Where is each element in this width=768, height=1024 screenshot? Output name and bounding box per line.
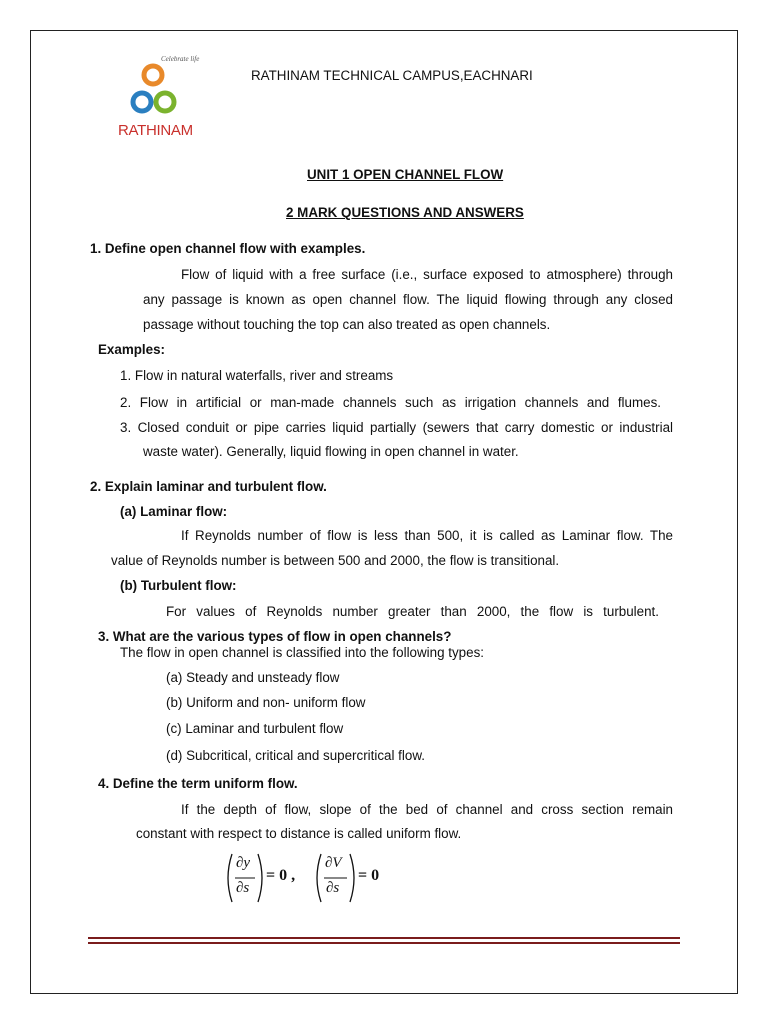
flow-types-intro: The flow in open channel is classified into the following types:	[120, 645, 484, 660]
rathinam-logo	[117, 46, 200, 152]
answer-4-line-2: constant with respect to distance is called uniform flow.	[136, 826, 462, 841]
formula-denominator-2: ∂s	[326, 880, 340, 896]
question-2: 2. Explain laminar and turbulent flow.	[90, 479, 327, 494]
turbulent-heading: (b) Turbulent flow:	[120, 578, 237, 593]
example-3-line-1: 3. Closed conduit or pipe carries liquid partially (sewers that carry domestic or industrial	[120, 420, 673, 435]
institution-name: RATHINAM TECHNICAL CAMPUS,EACHNARI	[251, 68, 533, 83]
logo-ring-orange	[144, 66, 162, 84]
logo-tagline: Celebrate life	[161, 55, 200, 63]
examples-heading: Examples:	[98, 342, 165, 357]
question-3: 3. What are the various types of flow in open channels?	[98, 629, 452, 644]
formula-denominator-1: ∂s	[236, 880, 250, 896]
question-1: 1. Define open channel flow with examples.	[90, 241, 366, 256]
formula-numerator-1: ∂y	[236, 855, 251, 871]
answer-4-line-1: If the depth of flow, slope of the bed of channel and cross section remain	[181, 802, 673, 817]
formula-equals-2: = 0	[358, 867, 380, 884]
footer-rule-top	[88, 937, 680, 939]
footer-rule-bottom	[88, 942, 680, 944]
example-2: 2. Flow in artificial or man-made channels such as irrigation channels and flumes.	[120, 395, 661, 410]
answer-1-line-3: passage without touching the top can also treated as open channels.	[143, 317, 551, 332]
unit-title: UNIT 1 OPEN CHANNEL FLOW	[307, 167, 504, 182]
document-subtitle: 2 MARK QUESTIONS AND ANSWERS	[286, 205, 524, 220]
logo-wordmark: RATHINAM	[118, 122, 193, 139]
flow-type-a: (a) Steady and unsteady flow	[166, 670, 340, 685]
logo-ring-green	[156, 93, 174, 111]
laminar-heading: (a) Laminar flow:	[120, 504, 228, 519]
flow-type-c: (c) Laminar and turbulent flow	[166, 721, 344, 736]
laminar-line-2: value of Reynolds number is between 500 and 2000, the flow is transitional.	[111, 553, 560, 568]
flow-type-d: (d) Subcritical, critical and supercritical flow.	[166, 748, 425, 763]
example-1: 1. Flow in natural waterfalls, river and streams	[120, 368, 394, 383]
answer-1-line-1: Flow of liquid with a free surface (i.e., surface exposed to atmosphere) through	[181, 267, 673, 282]
question-4: 4. Define the term uniform flow.	[98, 776, 298, 791]
turbulent-line: For values of Reynolds number greater than 2000, the flow is turbulent.	[166, 604, 659, 619]
flow-type-b: (b) Uniform and non- uniform flow	[166, 695, 366, 710]
answer-1-line-2: any passage is known as open channel flow. The liquid flowing through any closed	[143, 292, 673, 307]
formula-numerator-2: ∂V	[325, 855, 342, 871]
logo-ring-blue	[133, 93, 151, 111]
example-3-line-2: waste water). Generally, liquid flowing in open channel in water.	[143, 444, 519, 459]
laminar-line-1: If Reynolds number of flow is less than 500, it is called as Laminar flow. The	[181, 528, 673, 543]
formula-equals-1: = 0 ,	[266, 867, 296, 884]
